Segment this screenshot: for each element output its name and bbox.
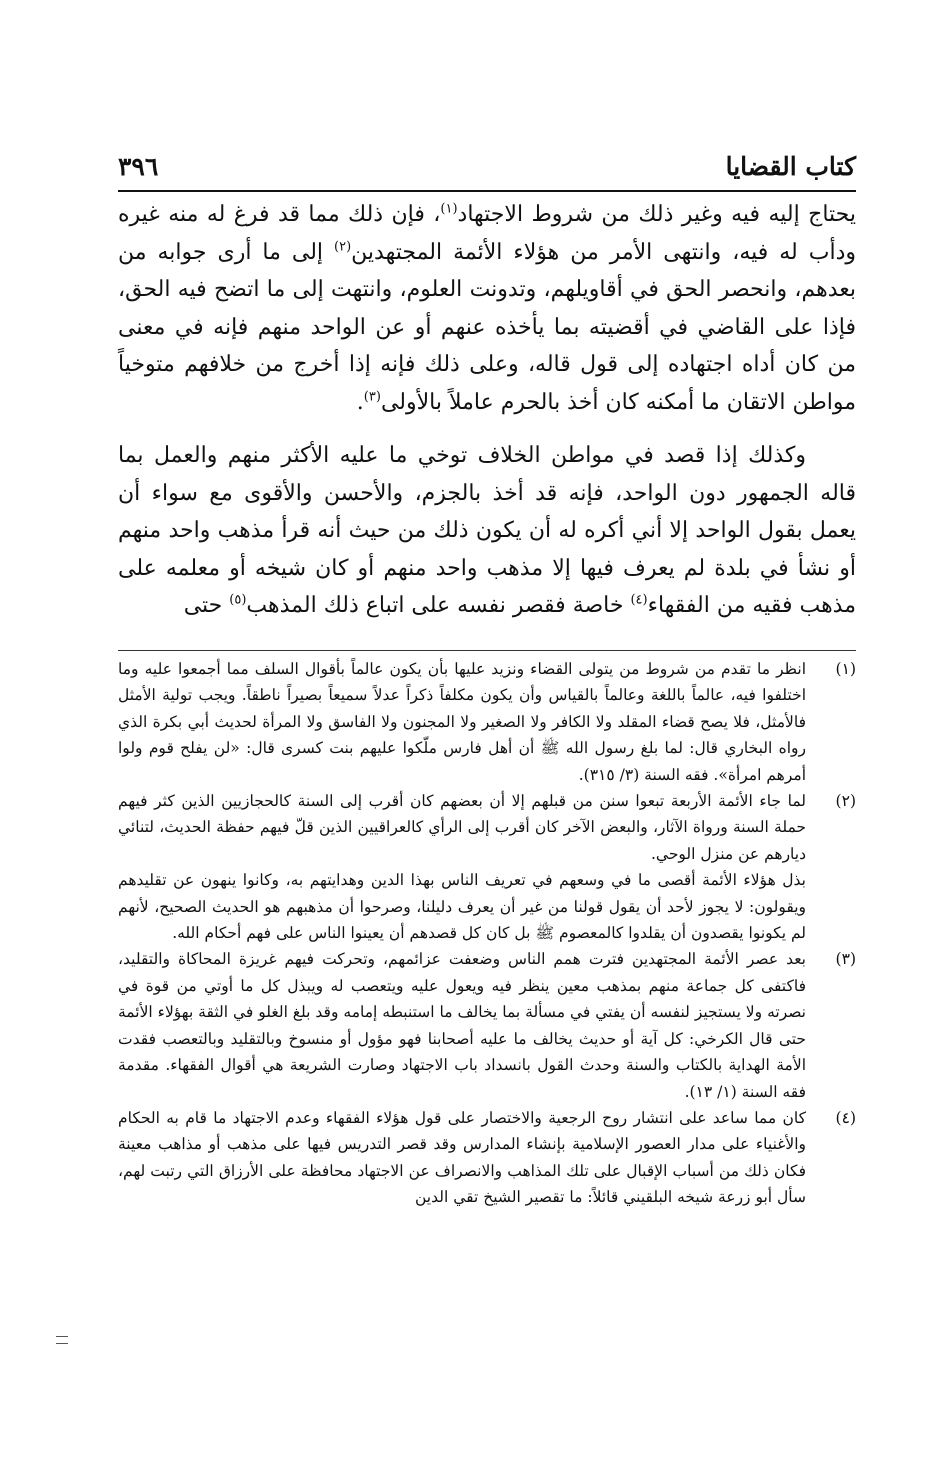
paragraph-2 <box>118 437 856 625</box>
footnote-4 <box>118 1105 856 1211</box>
footnote-text: بذل هؤلاء الأئمة أقصى ما في وسعهم في تعريف الناس بهذا الدين وهدايتهم به، وكانوا ينهون عن تقليدهم ويقولون: لا يجوز لأحد أن يقول قولنا من غير أن يعرف دليلنا، وصرحوا أن مذهبهم هو الحديث الصحيح، لأنهم لم يكونوا يقصدون أن يقلدوا كالمعصوم ﷺ بل كان كل قصدهم أن يعينوا الناس على فهم أحكام الله. <box>118 871 806 943</box>
paragraph-2-part-c: حتى <box>183 593 230 618</box>
footnote-text: انظر ما تقدم من شروط من يتولى القضاء ونزيد عليها بأن يكون عالماً بأقوال السلف مما أجمعوا عليه وما اختلفوا فيه، عالماً باللغة وعالماً بالقياس وأن يكون مكلفاً ذكراً عدلاً سميعاً بصيراً ناطقاً. ويجب تولية الأمثل فالأمثل، فلا يصح قضاء المقلد ولا الكافر ولا الصغير ولا المجنون ولا الفاسق ولا المرأة لحديث أبي بكرة الذي رواه البخاري قال: لما بلغ رسول الله ﷺ أن أهل فارس ملّكوا عليهم بنت كسرى قال: «لن يفلح قوم ولوا أمرهم امرأة». فقه السنة (٣/ ٣١٥). <box>118 660 806 784</box>
running-header <box>118 150 856 190</box>
main-text <box>118 196 856 625</box>
page-number: ٣٩٦ <box>118 152 159 181</box>
footnote-text: كان مما ساعد على انتشار روح الرجعية والاختصار على قول هؤلاء الفقهاء وعدم الاجتهاد ما قام به الحكام والأغنياء على مدار العصور الإسلامية بإنشاء المدارس وقد قصر التدريس فيها على مذهب أو مذاهب معينة فكان ذلك من أسباب الإقبال على تلك المذاهب والانصراف عن الاجتهاد محافظة على الأرزاق التي رتبت لهم، سأل أبو زرعة شيخه البلقيني قائلاً: ما تقصير الشيخ تقي الدين <box>118 1108 806 1207</box>
footnote-separator <box>118 650 856 651</box>
footnote-number: (٢) <box>835 792 856 811</box>
paragraph-1-part-d: . <box>356 389 364 415</box>
footnotes <box>118 656 856 1211</box>
paragraph-1-part-b: ، فإن ذلك مما قد فرغ له منه غيره ودأب له فيه، وانتهى الأمر من هؤلاء الأئمة المجتهدين <box>118 202 856 265</box>
paragraph-1-part-c: إلى ما أرى جوابه من بعدهم، وانحصر الحق في أقاويلهم، وتدونت العلوم، وانتهت إلى ما اتضح فيه الحق، فإذا على القاضي في أقضيته بما يأخذه عنهم أو عن الواحد منهم فإنه في معنى من كان أداه اجتهاده إلى قول قاله، وعلى ذلك فإنه إذا أخرج من خلافهم متوخياً مواطن الاتقان ما أمكنه كان أخذ بالحرم عاملاً بالأولى <box>118 239 856 415</box>
footnote-number: (١) <box>835 660 856 678</box>
margin-mark <box>56 1336 68 1344</box>
paragraph-2-part-a: وكذلك إذا قصد في مواطن الخلاف توخي ما عليه الأكثر منهم والعمل بما قاله الجمهور دون الواحد، فإنه قد أخذ بالجزم، والأحسن والأقوى مع سواء أن يعمل بقول الواحد إلا أني أكره له أن يكون ذلك من حيث أنه قرأ مذهب واحد منهم أو نشأ في بلدة لم يعرف فيها إلا مذهب واحد منهم أو كان شيخه أو معلمه على مذهب فقيه من الفقهاء <box>118 443 856 618</box>
paragraph-1-part-a: يحتاج إليه فيه وغير ذلك من شروط الاجتهاد <box>457 202 857 227</box>
header-rule <box>118 190 856 192</box>
footnote-3 <box>118 946 856 1104</box>
footnote-2 <box>118 788 856 946</box>
footnote-ref-2[interactable]: (٢) <box>334 239 352 255</box>
footnote-text: لما جاء الأئمة الأربعة تبعوا سنن من قبلهم إلا أن بعضهم كان أقرب إلى السنة كالحجازيين الذين كثر فيهم حملة السنة ورواة الآثار، والبعض الآخر كان أقرب إلى الرأي كالعراقيين الذين قلّ فيهم حفظة الحديث، لتنائي ديارهم عن منزل الوحي. <box>118 792 806 863</box>
footnote-ref-4[interactable]: (٤) <box>630 592 648 608</box>
footnote-number: (٤) <box>835 1108 856 1127</box>
footnote-text: بعد عصر الأئمة المجتهدين فترت همم الناس وضعفت عزائمهم، وتحركت فيهم غريزة المحاكاة والتقليد، فاكتفى كل جماعة منهم بمذهب معين ينظر فيه ويعول عليه ويتعصب له ويبذل كل ما أوتي من قوة في نصرته ولا يستجيز لنفسه أن يفتي في مسألة بما يخالف ما استنبطه إمامه وقد بلغ الغلو في الثقة بهؤلاء الأئمة حتى قال الكرخي: كل آية أو حديث يخالف ما عليه أصحابنا فهو مؤول أو منسوخ وبالتقليد وبالتعصب فقدت الأمة الهداية بالكتاب والسنة وحدث القول بانسداد باب الاجتهاد وصارت الشريعة هي أقوال الفقهاء. مقدمة فقه السنة (١/ ١٣). <box>118 950 806 1101</box>
footnote-ref-1[interactable]: (١) <box>440 201 458 217</box>
paragraph-1 <box>118 196 856 421</box>
book-title: كتاب القضايا <box>725 152 856 181</box>
footnote-1 <box>118 656 856 788</box>
footnote-number: (٣) <box>835 950 856 969</box>
paragraph-2-part-b: خاصة فقصر نفسه على اتباع ذلك المذهب <box>246 593 631 618</box>
footnote-ref-5[interactable]: (٥) <box>229 592 247 608</box>
footnote-ref-3[interactable]: (٣) <box>363 389 381 405</box>
